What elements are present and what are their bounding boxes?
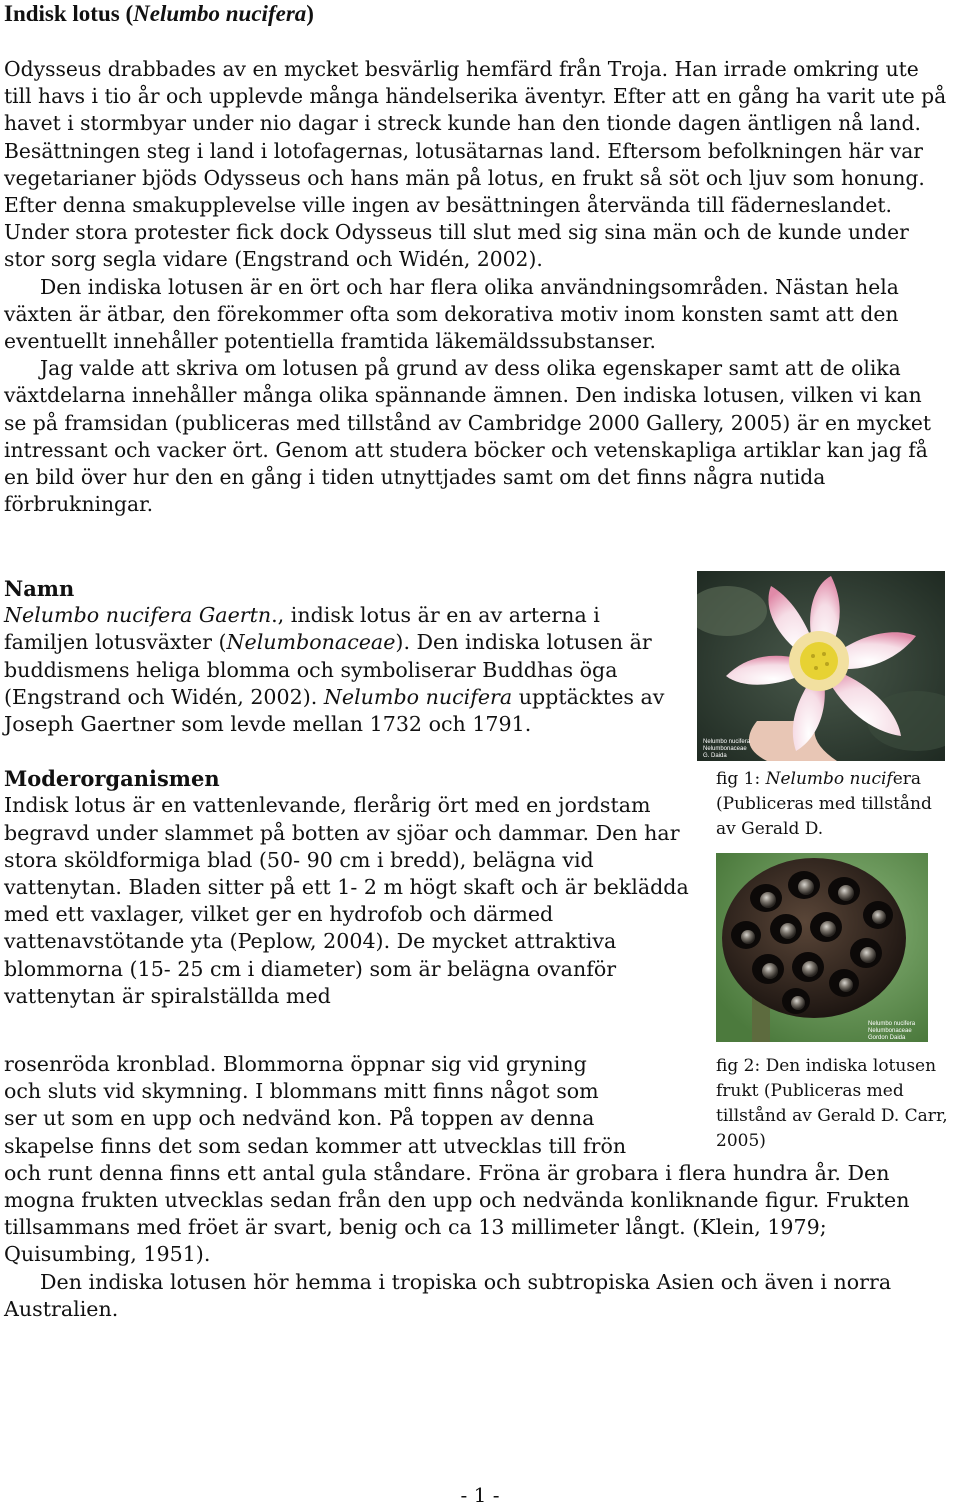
photo-credit-line: G. Daida	[703, 753, 727, 759]
intro-paragraph-3: Jag valde att skriva om lotusen på grund av dess olika egenskaper samt att de olika växtdelarna innehåller många olika spännande ämnen. Den indiska lotusen, vilken vi kan se på framsidan (publiceras med tillstånd av Cambridge 2000 Gallery, 2005) är en mycket intressant och vacker ört. Genom att studera böcker och vetenskapliga artiklar kan jag få en bild över hur den en gång i tiden utnyttjades samt om det finns några nutida förbrukningar.	[4, 356, 932, 517]
namn-paragraph: Nelumbo nucifera Gaertn., indisk lotus är en av arterna i familjen lotusväxter (Nelumbonaceae). Den indiska lotusen är buddismens heliga blomma och symboliserar Buddhas öga (Engstrand och Widén, 2002). Nelumbo nucifera upptäcktes av Joseph Gaertner som levde mellan 1732 och 1791.	[4, 603, 665, 737]
text-line: skapelse finns det som sedan kommer att utvecklas till frön	[4, 1133, 627, 1158]
photo-credit-line: Nelumbo nucifera	[703, 739, 751, 745]
photo-credit-line: Nelumbonaceae	[868, 1028, 912, 1034]
text-line: och sluts vid skymning. I blommans mitt finns något som	[4, 1079, 599, 1104]
intro-section	[4, 56, 950, 518]
text-line: rosenröda kronblad. Blommorna öppnar sig vid gryning	[4, 1052, 587, 1076]
moder-paragraph-1: Indisk lotus är en vattenlevande, flerårig ört med en jordstam begravd under slammet på botten av sjöar och dammar. Den har stora sköldformiga blad (50- 90 cm i bredd), belägna vid vattenytan. Bladen sitter på ett 1- 2 m högt skaft och är beklädda med ett vaxlager, vilket ger en hydrofob och därmed vattenavstötande yta (Peplow, 2004). De mycket attraktiva blommorna (15- 25 cm i diameter) som är belägna ovanför vattenytan är spiralställda med	[4, 793, 689, 1008]
moder-paragraph-3: Den indiska lotusen hör hemma i tropiska och subtropiska Asien och även i norra Australien.	[4, 1269, 892, 1321]
moder-paragraph-2-rest: och runt denna finns ett antal gula ståndare. Fröna är grobara i flera hundra år. Den mogna frukten utvecklas sedan från den upp och nedvända konliknande figur. Frukten tillsammans med fröet är svart, benig och ca 13 millimeter långt. (Klein, 1979; Quisumbing, 1951).	[4, 1160, 910, 1267]
namn-heading: Namn	[4, 576, 75, 601]
left-column	[4, 575, 690, 1010]
intro-paragraph-2: Den indiska lotusen är en ört och har flera olika användningsområden. Nästan hela växten är ätbar, den förekommer ofta som dekorativa motiv inom konsten samt att den eventuellt innehåller potentiella framtida läkemäldssubstanser.	[4, 274, 899, 354]
page-title: Indisk lotus (Nelumbo nucifera)	[4, 1, 314, 26]
photo-credit-line: Gordon Daida	[868, 1035, 906, 1041]
figure-1-caption: fig 1: Nelumbo nucifera (Publiceras med tillstånd av Gerald D.	[716, 769, 932, 839]
intro-paragraph-1: Odysseus drabbades av en mycket besvärlig hemfärd från Troja. Han irrade omkring ute till havs i tio år och upplevde många händelserika äventyr. Efter att en gång ha varit ute på havet i stormbyar under nio dagar i streck kunde han den tionde dagen äntligen nå land. Besättningen steg i land i lotofagernas, lotusätarnas land. Eftersom befolkningen här var vegetarianer bjöds Odysseus och hans män på lotus, en frukt så söt och ljuv som honung. Efter denna smakupplevelse ville ingen av besättningen återvända till fäderneslandet. Under stora protester fick dock Odysseus till slut med sig sina män och de kunde under stor sorg segla vidare (Engstrand och Widén, 2002).	[4, 57, 947, 272]
photo-credit-line: Nelumbonaceae	[703, 746, 747, 752]
lotus-flower-photo	[697, 571, 945, 761]
moderorganismen-heading: Moderorganismen	[4, 766, 220, 792]
text-line: ser ut som en upp och nedvänd kon. På toppen av denna	[4, 1106, 595, 1131]
page-number: - 1 -	[460, 1483, 500, 1507]
lotus-seed-pod-photo	[716, 853, 928, 1042]
figure-2-caption: fig 2: Den indiska lotusen frukt (Publiceras med tillstånd av Gerald D. Carr, 2005)	[716, 1056, 948, 1151]
photo-credit-line: Nelumbo nucifera	[868, 1021, 916, 1027]
